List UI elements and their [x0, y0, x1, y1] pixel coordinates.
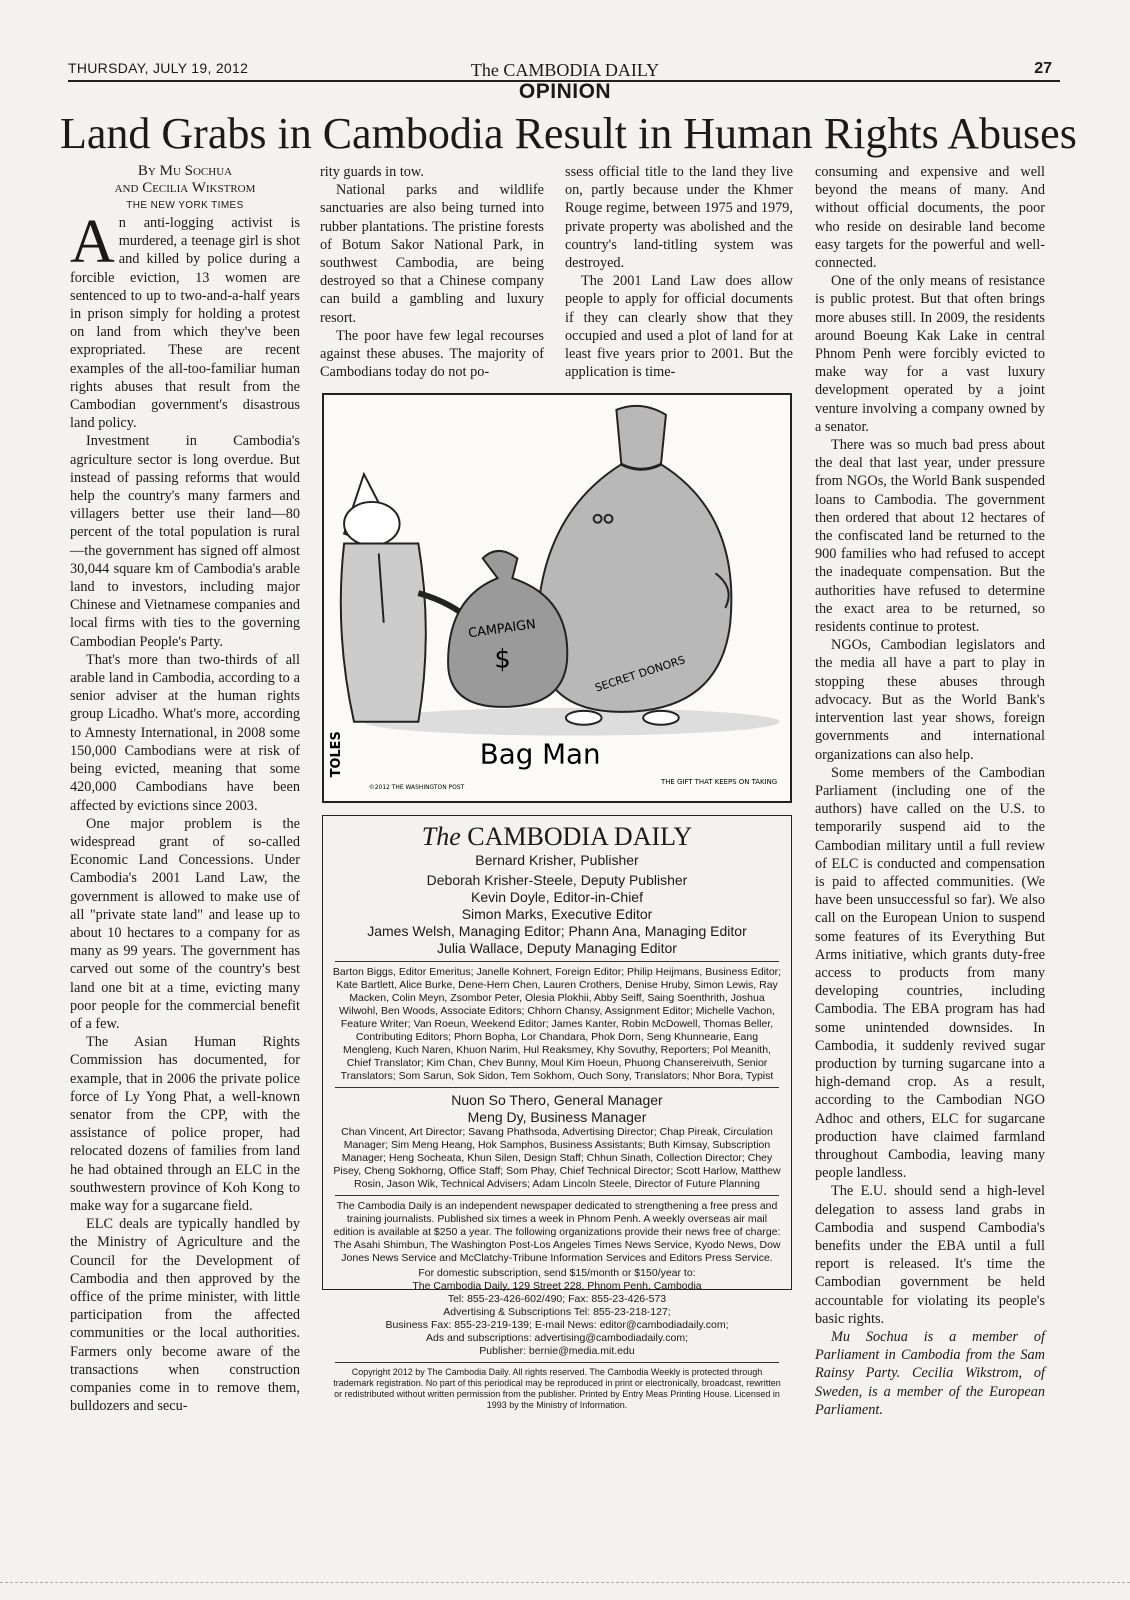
masthead-managing-editors: James Welsh, Managing Editor; Phann Ana, Managing Editor — [367, 923, 747, 939]
masthead-ads-tel: Advertising & Subscriptions Tel: 855-23-218-127; — [443, 1306, 671, 1318]
headline: Land Grabs in Cambodia Result in Human Rights Abuses — [60, 109, 1077, 158]
paragraph: There was so much bad press about the deal that last year, under pressure from NGOs, the World Bank suspended loans to Cambodia. The government then ordered that about 12 hectares of the confiscated land be returned to the 900 families who had refused to accept the inadequate compensation. But the authorities have refused to determine the exact area to be returned, so residents continue to protest. — [815, 437, 1045, 636]
paragraph: The Asian Human Rights Commission has documented, for example, that in 2006 the private police force of Ly Yong Phat, a well-known senator from the CPP, with the assistance of police proper, had relocated dozens of families from land he had obtained through an ELC in the southwestern province of Koh Kong to make way for a sugarcane field. — [70, 1034, 300, 1214]
masthead-general-manager: Nuon So Thero, General Manager — [451, 1092, 663, 1108]
cartoon-caption: THE GIFT THAT KEEPS ON TAKING — [660, 778, 778, 787]
cartoon-credit: ©2012 THE WASHINGTON POST — [368, 784, 465, 792]
masthead-editorial-staff: Barton Biggs, Editor Emeritus; Janelle Kohnert, Foreign Editor; Philip Heijmans, Business Editor; Kate Bartlett, Alice Burke, Dene-Hern Chen, Lauren Crothers, Denise Hruby, Simon Lewis, Ray Macken, Colin Meyn, Zsombor Peter, Olesia Plokhii, Abby Seiff, Saing Soenthrith, Joshua Wilwohl, Ben Woods, Associate Editors; Chhorn Chansy, Assignment Editor; Michelle Vachon, Feature Writer; Van Roeun, Weekend Editor; James Kanter, Robin McDowell, Thomas Beller, Contributing Editors; Phorn Bopha, Lor Chandara, Phok Dorn, Seng Khunnearie, Eang Mengleng, Kuch Naren, Khuon Narim, Hul Reaksmey, Khy Sovuthy, Reporters; Pol Meanith, Chief Translator; Kim Chan, Chev Bunny, Moul Kim Hoeun, Phuong Chansereivuth, Senior Translators; Som Sarun, Sok Sidon, Tem Sokhom, Ouch Sony, Translators; Nhor Bora, Typist — [332, 966, 782, 1082]
cartoon-dollar-sign: $ — [494, 644, 511, 675]
masthead-divider — [335, 1195, 779, 1196]
cartoon-label-secret-donors: SECRET DONORS — [593, 653, 687, 695]
masthead-deputy-managing: Julia Wallace, Deputy Managing Editor — [437, 940, 677, 956]
masthead-address: The Cambodia Daily, 129 Street 228, Phnom Penh, Cambodia — [412, 1280, 702, 1292]
paragraph: The E.U. should send a high-level delegation to assess land grabs in Cambodia and suspend Cambodia's benefits under the EBA until a full report is released. It's time the Cambodian government be held accountable for violating its people's basic rights. — [815, 1183, 1045, 1327]
paragraph: consuming and expensive and well beyond the means of many. And without official documents, the poor who reside on desirable land become easy targets for the powerful and well-connected. — [815, 164, 1045, 272]
masthead-divider — [335, 961, 779, 962]
paragraph: One major problem is the widespread grant of so-called Economic Land Concessions. Under Cambodia's 2001 Land Law, the government is allowed to make use of all "private state land" and lease up to about 10 hectares to a company for as many as 99 years. The government has carved out some of the country's best land one bit at a time, evicting many poor people for the commercial benefit of a few. — [70, 815, 300, 1032]
author-1: By Mu Sochua — [137, 163, 233, 179]
editorial-cartoon — [322, 393, 792, 803]
masthead-business-manager: Meng Dy, Business Manager — [467, 1109, 647, 1125]
cartoon-label-campaign: CAMPAIGN — [467, 617, 537, 642]
cartoon-artist: TOLES — [329, 731, 345, 778]
masthead-divider — [335, 1362, 779, 1363]
page-number: 27 — [1034, 60, 1052, 77]
article-column-2 — [320, 163, 544, 381]
masthead-executive-editor: Simon Marks, Executive Editor — [461, 906, 653, 922]
masthead-about: The Cambodia Daily is an independent newspaper dedicated to strengthening a free press and training journalists. Published six times a week in Phnom Penh. A weekly overseas air mail edition is available at $250 a year. The following organizations provide their news free of charge: The Asahi Shimbun, The Washington Post-Los Angeles Times News Service, Kyodo News, Dow Jones News Service and McClatchy-Tribune Information Services and Editors Press Service. — [333, 1200, 781, 1264]
author-bio: Mu Sochua is a member of Parliament in Cambodia from the Sam Rainsy Party. Cecilia Wikstrom, of Sweden, is a member of the European Parliament. — [815, 1329, 1045, 1418]
paragraph: That's more than two-thirds of all arable land in Cambodia, according to a senior adviser at the human rights group Licadho. What's more, according to Amnesty International, in 2008 some 150,000 Cambodians were at risk of being evicted, meaning that some 420,000 Cambodians have been affected by evictions since 2003. — [70, 651, 300, 814]
paragraph: One of the only means of resistance is public protest. But that often brings more abuses still. In 2009, the residents around Boeung Kak Lake in central Phnom Penh were forcibly evicted to make way for a vast luxury development operated by a joint venture involving a company owned by a senator. — [815, 273, 1045, 435]
masthead-divider — [335, 1087, 779, 1088]
masthead-deputy-publisher: Deborah Krisher-Steele, Deputy Publisher — [426, 872, 688, 888]
article-column-3 — [565, 163, 793, 381]
masthead-copyright: Copyright 2012 by The Cambodia Daily. All rights reserved. The Cambodia Weekly is protected through trademark registration. No part of this periodical may be reproduced in print or electronically, broadcast, rewritten or redistributed without written permission from the publisher. Printed by Entry Meas Printing House. Licensed in 1993 by the Ministry of Information. — [333, 1367, 781, 1410]
masthead-publisher: Bernard Krisher, Publisher — [475, 852, 639, 868]
section-label: OPINION — [518, 80, 612, 103]
article-column-1 — [70, 163, 300, 1415]
article-column-4 — [815, 163, 1045, 1419]
paragraph: The poor have few legal recourses against these abuses. The majority of Cambodians today do not po- — [320, 327, 544, 381]
cartoon-title: Bag Man — [479, 737, 601, 771]
paragraph: National parks and wildlife sanctuaries are also being turned into rubber plantations. The pristine forests of Botum Sakor National Park, in southwest Cambodia, are being destroyed so that a Chinese company can build a gambling and luxury resort. — [320, 182, 544, 326]
paragraph: rity guards in tow. — [320, 164, 424, 180]
masthead-editor-in-chief: Kevin Doyle, Editor-in-Chief — [471, 889, 643, 905]
masthead-business-fax: Business Fax: 855-23-219-139; E-mail News: editor@cambodiadaily.com; — [385, 1319, 729, 1331]
byline — [70, 163, 300, 214]
paragraph: The 2001 Land Law does allow people to apply for official documents if they can clearly show that they occupied and used a plot of land for at least five years prior to 2001. But the application is time- — [565, 273, 793, 381]
masthead-box — [322, 815, 792, 1410]
issue-date: THURSDAY, JULY 19, 2012 — [68, 60, 249, 76]
masthead-title: The CAMBODIA DAILY — [421, 822, 693, 851]
masthead-subscription: For domestic subscription, send $15/month or $150/year to: — [418, 1267, 696, 1279]
paragraph: ssess official title to the land they live on, partly because under the Khmer Rouge regime, between 1975 and 1979, private property was abolished and the country's land-titling system was destroyed. — [565, 164, 793, 272]
paragraph: An anti-logging activist is murdered, a teenage girl is shot and killed by police during a forcible eviction, 13 women are sentenced to up to two-and-a-half years in prison simply for holding a protest on land from which they've been expropriated. These are recent examples of the all-too-familiar human rights abuses that result from the Cambodian government's disastrous land policy. — [70, 208, 300, 432]
masthead-tel: Tel: 855-23-426-602/490; Fax: 855-23-426-573 — [447, 1293, 667, 1305]
drop-cap: A — [70, 208, 115, 276]
paragraph: ELC deals are typically handled by the Ministry of Agriculture and the Council for the Development of Cambodia and then approved by the office of the prime minister, with little participation from the affected communities or the local authorities. Farmers only become aware of the transactions when construction companies come in to remove them, bulldozers and secu- — [70, 1216, 300, 1415]
masthead-ads-email: Ads and subscriptions: advertising@cambodiadaily.com; — [425, 1332, 688, 1344]
article-source: THE NEW YORK TIMES — [126, 200, 244, 211]
page-bottom-edge — [0, 1582, 1130, 1583]
author-2: and Cecilia Wikstrom — [114, 180, 256, 196]
paragraph: NGOs, Cambodian legislators and the media all have a part to play in stopping these abuses through advocacy. But as the World Bank's intervention last year shows, foreign governments and international organizations can also help. — [815, 637, 1045, 763]
masthead-publisher-email: Publisher: bernie@media.mit.edu — [479, 1345, 635, 1357]
paragraph: Some members of the Cambodian Parliament (including one of the authors) have called on the U.S. to temporarily suspend aid to the Cambodian military until a full review of ELC is conducted and compensation is paid to affected communities. (We have been unsuccessful so far). We also call on the European Union to suspend some features of its Everything But Arms initiative, which grants duty-free access to products from many developing countries, including Cambodia. The EBA program has had some unintended downsides. In Cambodia, it suddenly revived sugar production by turning sugarcane into a high-demand crop. As a result, according to the Cambodian NGO Adhoc and others, ELC for sugarcane production have claimed farmland throughout Cambodia, leaving many people landless. — [815, 764, 1045, 1182]
cartoon-drawing — [324, 395, 790, 801]
paragraph: Investment in Cambodia's agriculture sector is long overdue. But instead of passing reforms that would help the country's many farmers and villagers better use their land—80 percent of the total population is rural—the government has signed off almost 30,044 square km of Cambodia's arable land to investors, including major Chinese and Vietnamese companies and local firms with ties to the governing Cambodian People's Party. — [70, 433, 300, 650]
paper-name: The CAMBODIA DAILY — [470, 60, 660, 80]
masthead-business-staff: Chan Vincent, Art Director; Savang Phathsoda, Advertising Director; Chap Pireak, Circulation Manager; Sim Meng Heang, Hok Samphos, Business Assistants; Buth Kimsay, Subscription Manager; Heng Socheata, Khun Silen, Design Staff; Chhun Sinath, Collection Director; Chey Pisey, Cheng Sokhorng, Office Staff; Som Phay, Chief Technical Director; Scott Harlow, Matthew Rosin, Jason Wik, Technical Advisers; Adam Lincoln Steele, Director of Future Planning — [333, 1126, 781, 1190]
